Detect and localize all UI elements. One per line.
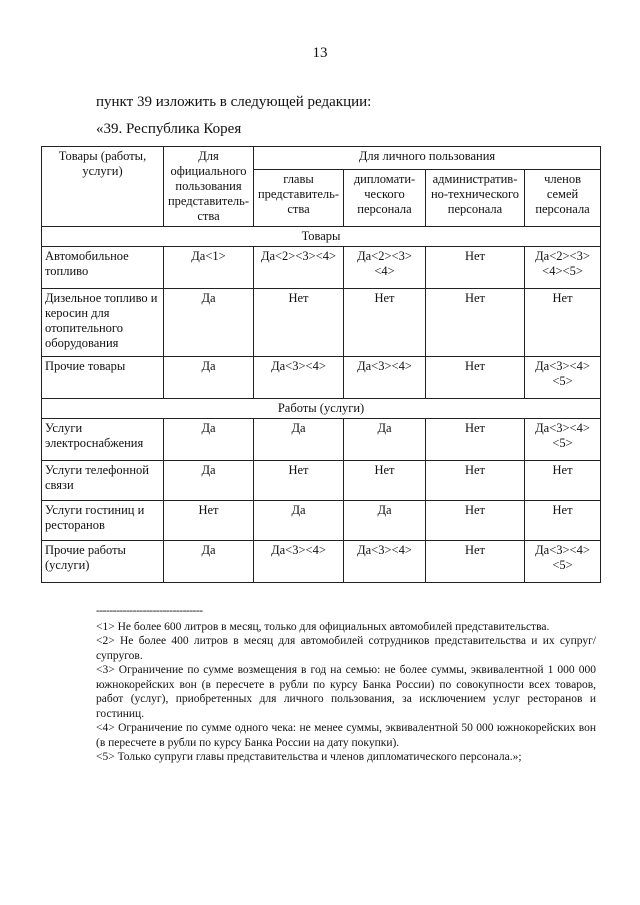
cell-official: Да	[164, 461, 254, 501]
footnote-rule: --------------------------------	[96, 605, 203, 617]
footnotes	[96, 604, 596, 765]
cell-item-name: Автомобильное топливо	[42, 247, 164, 289]
header-goods: Товары (работы, услуги)	[42, 147, 164, 227]
section-services: Работы (услуги)	[42, 399, 601, 419]
cell-diplomatic: Да	[344, 501, 426, 541]
cell-official: Нет	[164, 501, 254, 541]
cell-families: Да<3><4> <5>	[525, 419, 601, 461]
cell-diplomatic: Да<3><4>	[344, 541, 426, 583]
section-goods: Товары	[42, 227, 601, 247]
goods-rows	[42, 247, 601, 399]
table-row	[42, 419, 601, 461]
cell-admin: Нет	[426, 501, 525, 541]
header-official: Для официального пользования представитель-ства	[164, 147, 254, 227]
table-row	[42, 501, 601, 541]
cell-heads: Нет	[254, 461, 344, 501]
cell-item-name: Услуги электроснабжения	[42, 419, 164, 461]
cell-heads: Нет	[254, 289, 344, 357]
service-rows	[42, 419, 601, 583]
table-row	[42, 289, 601, 357]
cell-heads: Да<2><3><4>	[254, 247, 344, 289]
table-header-row-1	[42, 147, 601, 170]
cell-official: Да<1>	[164, 247, 254, 289]
cell-official: Да	[164, 419, 254, 461]
header-diplomatic: дипломати-ческого персонала	[344, 169, 426, 226]
header-families: членов семей персонала	[525, 169, 601, 226]
table-row	[42, 541, 601, 583]
cell-families: Нет	[525, 501, 601, 541]
section-row-goods	[42, 227, 601, 247]
cell-families: Нет	[525, 461, 601, 501]
cell-admin: Нет	[426, 289, 525, 357]
header-heads: главы представитель-ства	[254, 169, 344, 226]
cell-item-name: Услуги телефонной связи	[42, 461, 164, 501]
cell-official: Да	[164, 289, 254, 357]
footnote-4: <4> Ограничение по сумме одного чека: не менее суммы, эквивалентной 50 000 южнокорейских вон (в пересчете в рубли по курсу Банка России на дату покупки).	[96, 722, 596, 749]
table-row	[42, 461, 601, 501]
cell-item-name: Прочие работы (услуги)	[42, 541, 164, 583]
cell-admin: Нет	[426, 541, 525, 583]
footnote-1: <1> Не более 600 литров в месяц, только для официальных автомобилей представительства.	[96, 620, 550, 633]
footnote-3: <3> Ограничение по сумме возмещения в год на семью: не более суммы, эквивалентной 1 000 000 южнокорейских вон (в пересчете в рубли по курсу Банка России) по совокупности всех товаров, работ (услуг), приобретенных для личного пользования, за исключением услуг ресторанов и гостиниц.	[96, 664, 596, 720]
header-personal: Для личного пользования	[254, 147, 601, 170]
cell-diplomatic: Нет	[344, 289, 426, 357]
cell-admin: Нет	[426, 461, 525, 501]
section-heading: «39. Республика Корея	[96, 121, 242, 137]
cell-families: Да<2><3> <4><5>	[525, 247, 601, 289]
privileges-table	[41, 146, 601, 583]
cell-item-name: Услуги гостиниц и ресторанов	[42, 501, 164, 541]
page-number: 13	[312, 45, 328, 61]
cell-diplomatic: Нет	[344, 461, 426, 501]
cell-heads: Да	[254, 501, 344, 541]
cell-diplomatic: Да	[344, 419, 426, 461]
cell-diplomatic: Да<3><4>	[344, 357, 426, 399]
cell-official: Да	[164, 541, 254, 583]
cell-families: Да<3><4> <5>	[525, 357, 601, 399]
footnote-2: <2> Не более 400 литров в месяц для автомобилей сотрудников представительства и их супруг/супругов.	[96, 635, 596, 662]
cell-families: Да<3><4> <5>	[525, 541, 601, 583]
cell-official: Да	[164, 357, 254, 399]
cell-admin: Нет	[426, 419, 525, 461]
cell-item-name: Прочие товары	[42, 357, 164, 399]
cell-families: Нет	[525, 289, 601, 357]
header-admin: административ-но-технического персонала	[426, 169, 525, 226]
footnote-5: <5> Только супруги главы представительства и членов дипломатического персонала.»;	[96, 751, 522, 763]
cell-admin: Нет	[426, 357, 525, 399]
table-row	[42, 357, 601, 399]
table-row	[42, 247, 601, 289]
cell-heads: Да<3><4>	[254, 541, 344, 583]
cell-diplomatic: Да<2><3> <4>	[344, 247, 426, 289]
cell-item-name: Дизельное топливо и керосин для отопительного оборудования	[42, 289, 164, 357]
cell-heads: Да<3><4>	[254, 357, 344, 399]
cell-heads: Да	[254, 419, 344, 461]
section-row-services	[42, 399, 601, 419]
cell-admin: Нет	[426, 247, 525, 289]
intro-line: пункт 39 изложить в следующей редакции:	[96, 94, 372, 110]
